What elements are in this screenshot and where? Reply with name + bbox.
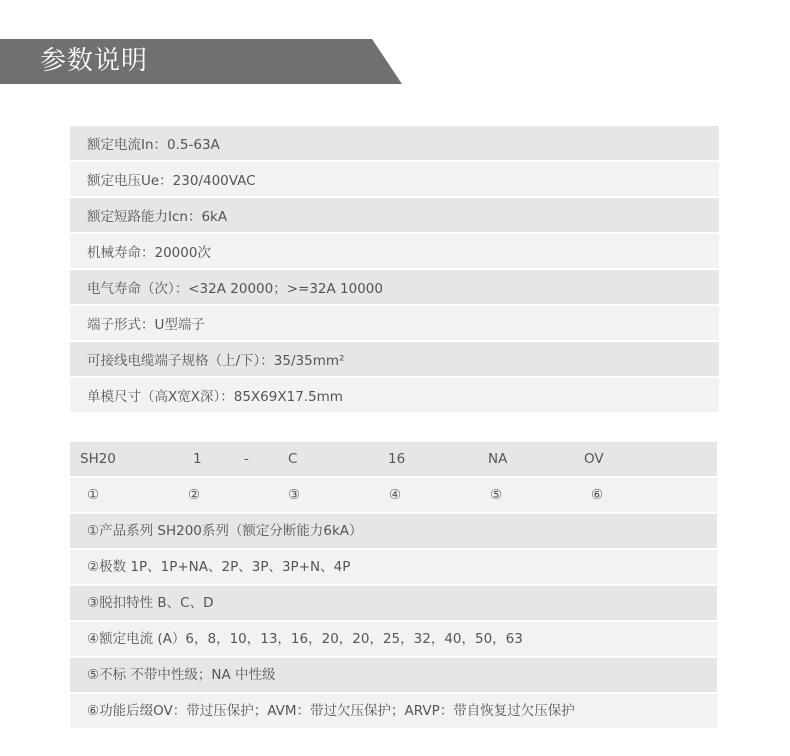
model-code-current: 16 <box>388 451 406 467</box>
spec-row-cable-spec: 可接线电缆端子规格（上/下）：35/35mm² <box>70 342 719 376</box>
spec-row-module-size: 单模尺寸（高X宽X深）：85X69X17.5mm <box>70 378 719 412</box>
marker-6: ⑥ <box>591 487 604 503</box>
marker-5: ⑤ <box>490 487 503 503</box>
spec-table <box>70 126 719 414</box>
model-desc-series: ①产品系列 SH200系列（额定分断能力6kA） <box>70 514 717 548</box>
model-desc-poles: ②极数 1P、1P+NA、2P、3P、3P+N、4P <box>70 550 717 584</box>
model-code-function: OV <box>584 451 604 467</box>
model-code-series: SH20 <box>80 451 116 467</box>
model-code-row <box>70 442 717 476</box>
model-desc-current: ④额定电流 (A）6，8，10，13，16，20，20，25，32，40，50，63 <box>70 622 717 656</box>
model-code-poles: 1 <box>193 451 202 467</box>
marker-3: ③ <box>288 487 301 503</box>
marker-1: ① <box>87 487 100 503</box>
spec-row-rated-current: 额定电流In：0.5-63A <box>70 126 719 160</box>
marker-2: ② <box>188 487 201 503</box>
model-code-trip: C <box>288 451 298 467</box>
model-marker-row <box>70 478 717 512</box>
marker-4: ④ <box>389 487 402 503</box>
spec-row-electrical-life: 电气寿命（次）：<32A 20000；>=32A 10000 <box>70 270 719 304</box>
model-desc-function: ⑥功能后缀OV：带过压保护；AVM：带过欠压保护；ARVP：带自恢复过欠压保护 <box>70 694 717 728</box>
spec-row-mechanical-life: 机械寿命：20000次 <box>70 234 719 268</box>
model-code-neutral: NA <box>488 451 508 467</box>
model-desc-trip: ③脱扣特性 B、C、D <box>70 586 717 620</box>
spec-row-terminal-type: 端子形式：U型端子 <box>70 306 719 340</box>
spec-row-rated-voltage: 额定电压Ue：230/400VAC <box>70 162 719 196</box>
section-title: 参数说明 <box>40 46 149 76</box>
model-desc-neutral: ⑤不标 不带中性级；NA 中性级 <box>70 658 717 692</box>
model-code-dash: - <box>244 451 249 467</box>
spec-row-short-circuit: 额定短路能力Icn：6kA <box>70 198 719 232</box>
model-table <box>70 442 717 730</box>
